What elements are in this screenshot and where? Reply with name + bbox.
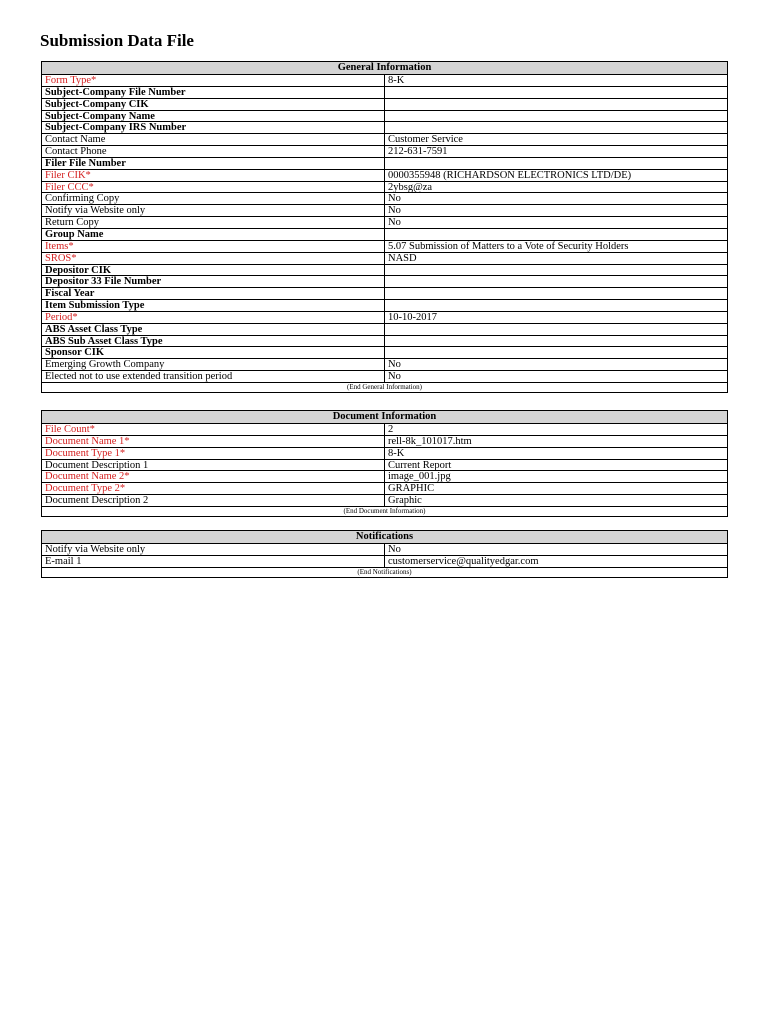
field-value: No <box>388 193 401 205</box>
table-row <box>42 324 727 336</box>
field-value: Customer Service <box>388 134 463 146</box>
field-label: Form Type* <box>42 75 385 86</box>
table-row <box>42 217 727 229</box>
table-row <box>42 99 727 111</box>
field-value: No <box>388 205 401 217</box>
table-row <box>42 288 727 300</box>
field-label: Depositor CIK <box>42 265 385 276</box>
table-row <box>42 495 727 507</box>
field-value <box>385 265 727 276</box>
table-row <box>42 300 727 312</box>
table-row <box>42 359 727 371</box>
table-row <box>42 336 727 348</box>
field-label: Document Type 2* <box>42 483 385 494</box>
section-footer: (End Document Information) <box>343 506 426 515</box>
table-row <box>42 312 727 324</box>
field-value: 8-K <box>388 447 405 459</box>
field-label: Group Name <box>42 229 385 240</box>
field-value: 2ybsg@za <box>388 181 433 193</box>
field-label: Period* <box>42 312 385 323</box>
field-label: Subject-Company IRS Number <box>42 122 385 133</box>
section-header: General Information <box>42 62 727 75</box>
field-value <box>385 336 727 347</box>
field-label: ABS Asset Class Type <box>42 324 385 335</box>
document-information-section <box>41 410 728 517</box>
table-row <box>42 170 727 182</box>
field-label: ABS Sub Asset Class Type <box>42 336 385 347</box>
field-label: Document Description 2 <box>42 495 385 506</box>
field-label: Confirming Copy <box>42 193 385 204</box>
field-value: No <box>388 217 401 228</box>
table-row <box>42 460 727 472</box>
field-value <box>385 158 727 169</box>
table-row <box>42 483 727 495</box>
field-value <box>385 288 727 299</box>
table-row <box>42 371 727 383</box>
table-row <box>42 87 727 99</box>
field-label: Fiscal Year <box>42 288 385 299</box>
field-value: No <box>388 544 401 555</box>
field-label: SROS* <box>42 253 385 264</box>
table-row <box>42 205 727 217</box>
field-label: Filer CCC* <box>42 182 385 193</box>
table-row <box>42 347 727 359</box>
notifications-section <box>41 530 728 578</box>
field-value: Current Report <box>388 459 452 471</box>
table-row <box>42 134 727 146</box>
field-label: Emerging Growth Company <box>42 359 385 370</box>
table-row <box>42 111 727 123</box>
table-row <box>42 182 727 194</box>
table-row <box>42 424 727 436</box>
field-label: File Count* <box>42 424 385 435</box>
field-label: Contact Name <box>42 134 385 145</box>
field-label: Notify via Website only <box>42 205 385 216</box>
field-value: 2 <box>388 424 394 435</box>
field-label: Document Name 1* <box>42 436 385 447</box>
table-row <box>42 448 727 460</box>
table-row <box>42 158 727 170</box>
field-label: Subject-Company File Number <box>42 87 385 98</box>
field-value: 5.07 Submission of Matters to a Vote of Security Holders <box>388 240 629 252</box>
field-label: Items* <box>42 241 385 252</box>
field-label: Elected not to use extended transition period <box>42 371 385 382</box>
table-row <box>42 146 727 158</box>
field-value: rell-8k_101017.htm <box>388 435 472 447</box>
field-label: Subject-Company Name <box>42 111 385 122</box>
field-value <box>385 99 727 110</box>
field-value: No <box>388 371 401 382</box>
field-value: customerservice@qualityedgar.com <box>388 555 539 567</box>
field-value <box>385 229 727 240</box>
field-value <box>385 87 727 98</box>
table-row <box>42 193 727 205</box>
field-label: Subject-Company CIK <box>42 99 385 110</box>
section-header: Notifications <box>42 531 727 544</box>
general-rows <box>42 75 727 383</box>
table-row <box>42 276 727 288</box>
field-label: Filer CIK* <box>42 170 385 181</box>
field-label: Sponsor CIK <box>42 347 385 358</box>
field-value: image_001.jpg <box>388 471 451 483</box>
field-value: 10-10-2017 <box>388 311 437 323</box>
table-row <box>42 436 727 448</box>
table-row <box>42 265 727 277</box>
field-label: Document Type 1* <box>42 448 385 459</box>
page-title: Submission Data File <box>40 31 194 50</box>
table-row <box>42 122 727 134</box>
table-row <box>42 241 727 253</box>
general-information-section <box>41 61 728 393</box>
field-value <box>385 122 727 133</box>
document-rows <box>42 424 727 507</box>
field-label: Contact Phone <box>42 146 385 157</box>
field-label: E-mail 1 <box>42 556 385 567</box>
notifications-rows <box>42 544 727 568</box>
field-value: No <box>388 359 401 371</box>
field-value: 212-631-7591 <box>388 146 448 157</box>
table-row <box>42 75 727 87</box>
field-value <box>385 324 727 335</box>
table-row <box>42 471 727 483</box>
table-row <box>42 229 727 241</box>
field-label: Notify via Website only <box>42 544 385 555</box>
field-value <box>385 300 727 311</box>
field-label: Depositor 33 File Number <box>42 276 385 287</box>
table-row <box>42 556 727 568</box>
table-row <box>42 253 727 265</box>
field-value: NASD <box>388 252 417 264</box>
field-value: Graphic <box>388 495 422 506</box>
field-value: 8-K <box>388 75 405 86</box>
field-value <box>385 111 727 122</box>
field-value: GRAPHIC <box>388 483 435 495</box>
section-footer: (End Notifications) <box>357 567 412 576</box>
table-row <box>42 544 727 556</box>
section-footer: (End General Information) <box>346 382 423 391</box>
field-label: Return Copy <box>42 217 385 228</box>
field-label: Item Submission Type <box>42 300 385 311</box>
field-value <box>385 276 727 287</box>
field-label: Document Name 2* <box>42 471 385 482</box>
field-label: Filer File Number <box>42 158 385 169</box>
field-value <box>385 347 727 358</box>
field-value: 0000355948 (RICHARDSON ELECTRONICS LTD/DE) <box>388 169 632 181</box>
section-header: Document Information <box>42 411 727 424</box>
field-label: Document Description 1 <box>42 460 385 471</box>
